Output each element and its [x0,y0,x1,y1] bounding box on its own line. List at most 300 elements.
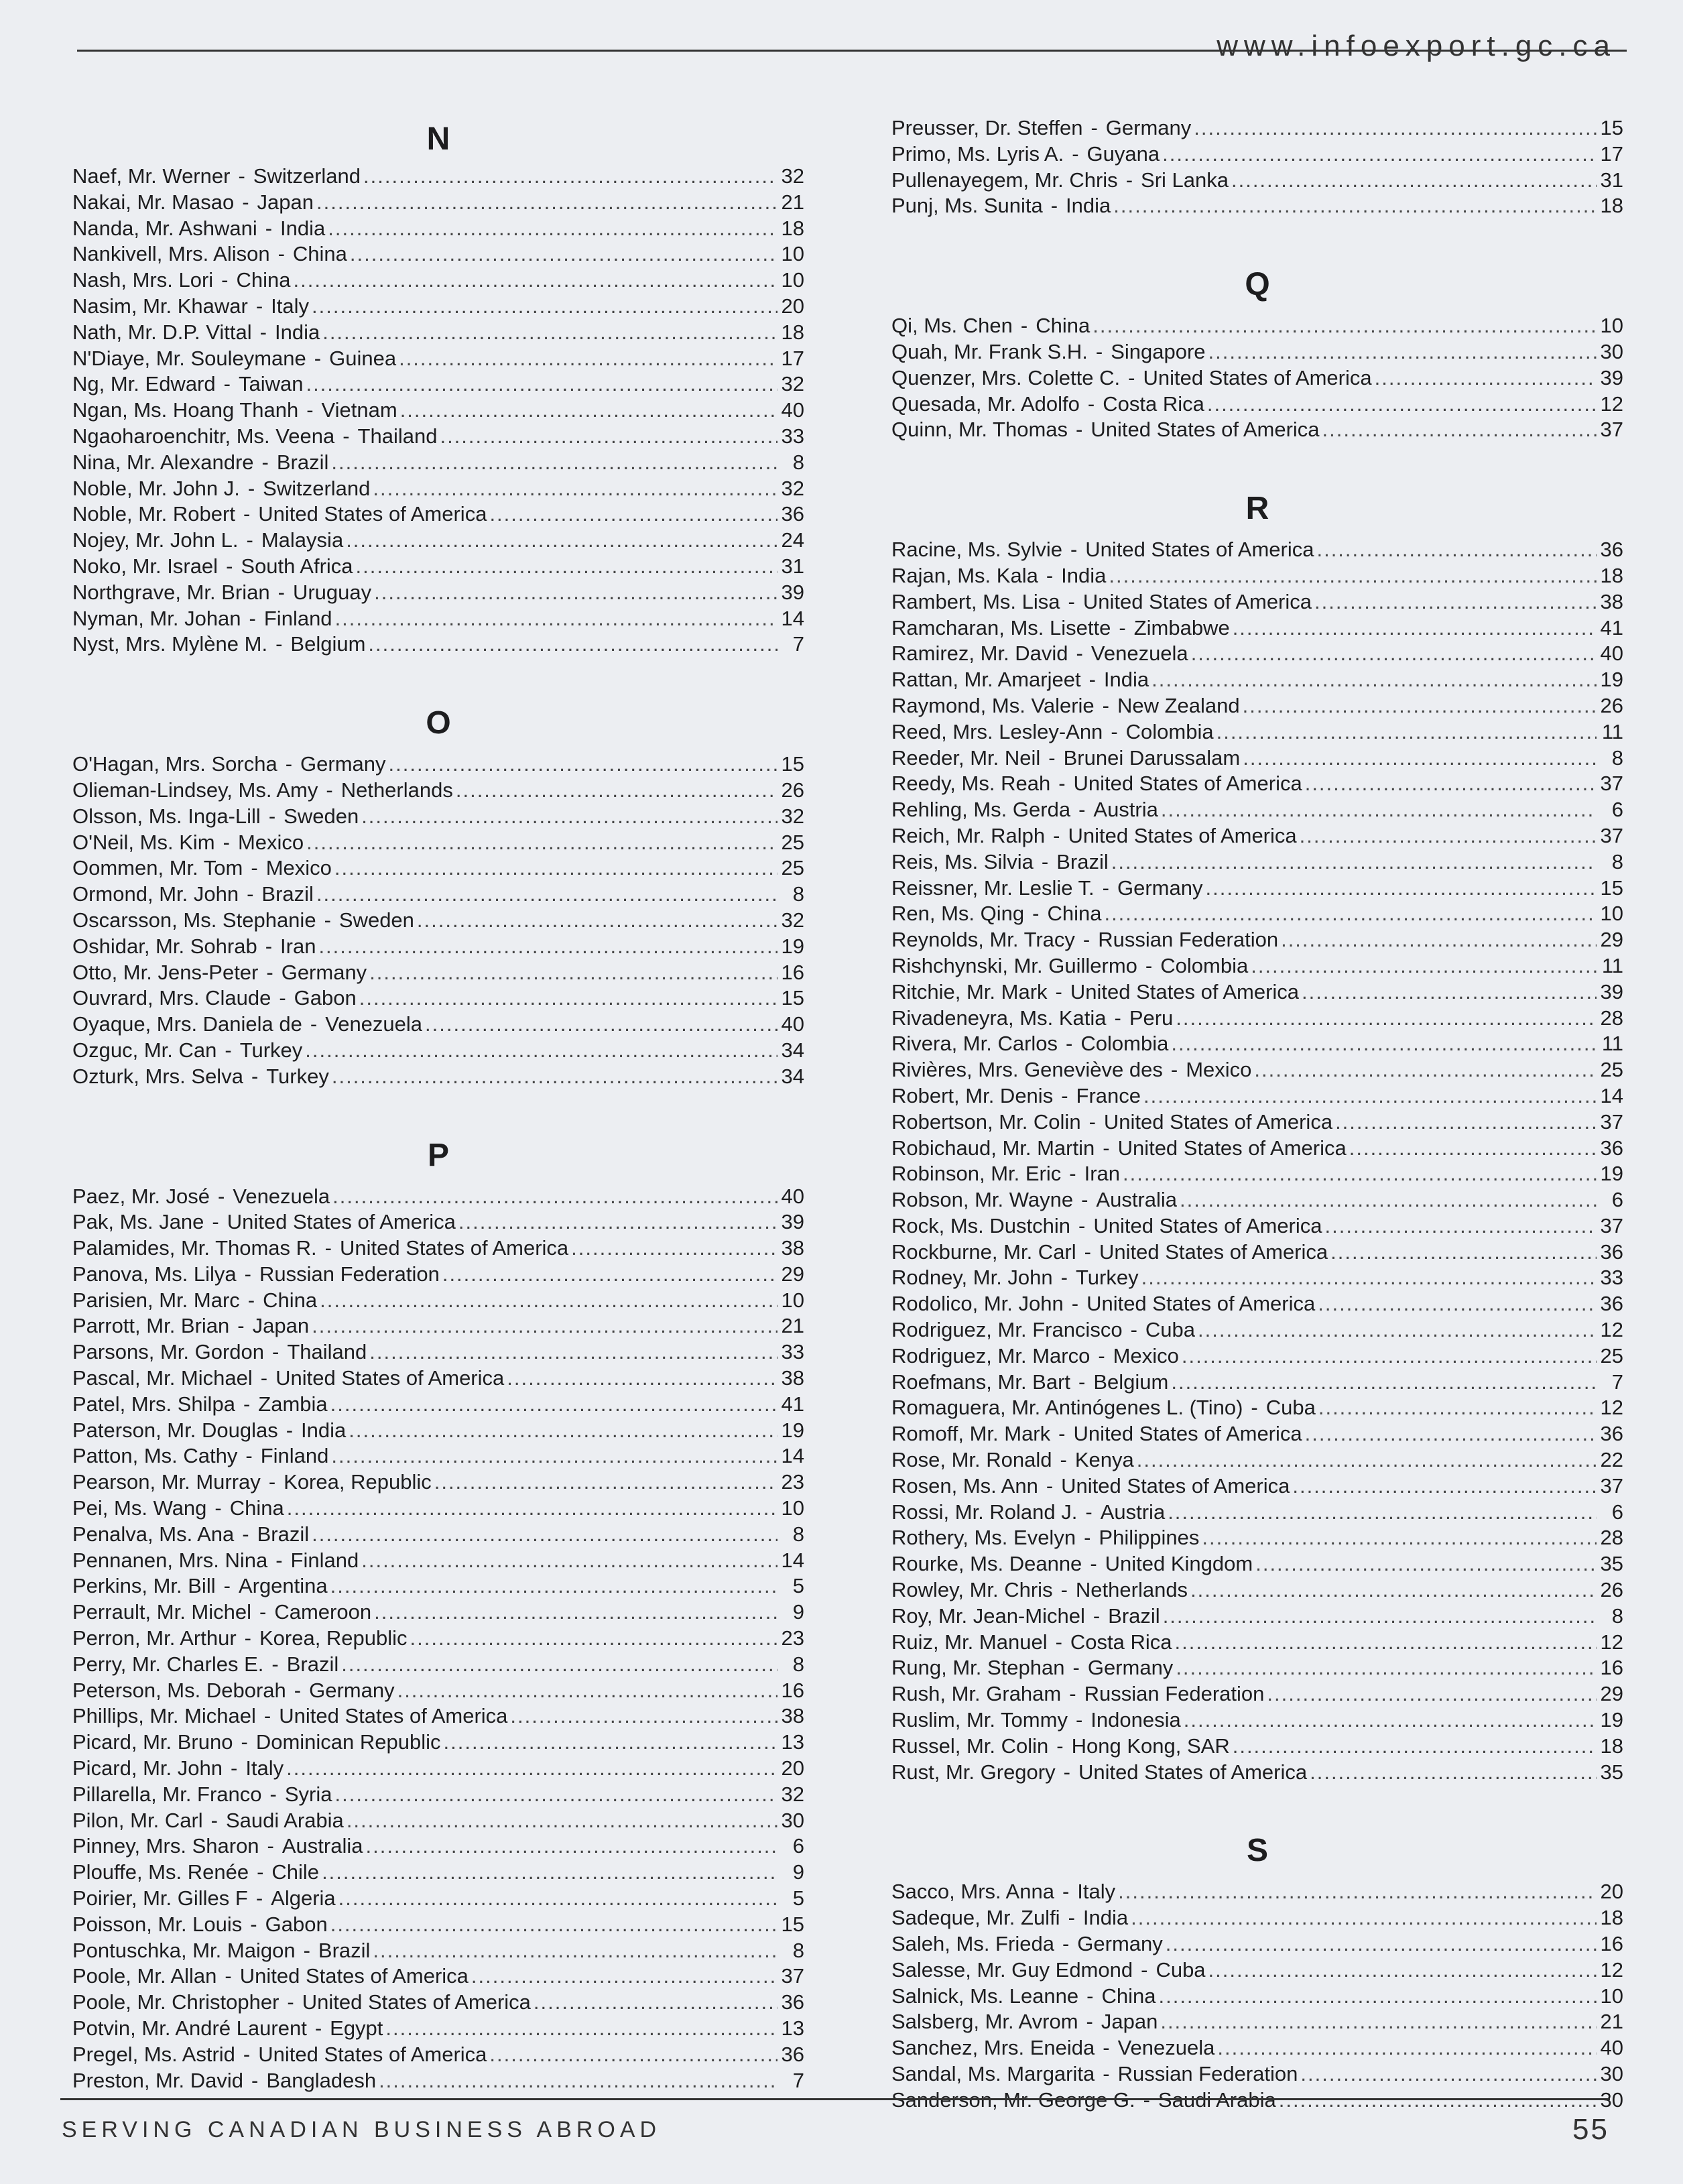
page-reference: 36 [1600,1422,1623,1446]
separator-dash: - [1046,1473,1054,1498]
country-name: Bangladesh [266,2068,377,2092]
country-name: Germany [281,960,367,984]
separator-dash: - [1063,1760,1070,1784]
country-name: Finland [290,1548,359,1572]
directory-entry [891,849,1623,875]
separator-dash: - [1078,1213,1086,1237]
contact-name: Sanchez, Mrs. Eneida [891,2036,1095,2060]
separator-dash: - [266,960,273,984]
entry-list-r [891,537,1623,1785]
directory-entry [72,1392,804,1418]
page-reference: 17 [1600,141,1623,166]
page-reference: 37 [1600,1213,1623,1237]
country-name: Iran [280,934,316,958]
page-reference: 26 [1600,693,1623,717]
separator-dash: - [285,752,293,776]
directory-entry [891,1343,1623,1370]
contact-name: Parrott, Mr. Brian [72,1314,230,1338]
dot-leader [434,1469,777,1496]
separator-dash: - [306,398,314,422]
country-name: Mexico [237,830,304,854]
country-name: Cuba [1265,1396,1316,1420]
dot-leader [1141,1265,1597,1291]
directory-entry [891,979,1623,1006]
dot-leader [458,1209,777,1235]
directory-entry [72,241,804,267]
country-name: Russian Federation [259,1262,440,1286]
dot-leader [1137,1447,1597,1473]
contact-name: Qi, Ms. Chen [891,314,1013,338]
page-reference: 21 [781,190,804,214]
dot-leader [1162,141,1597,168]
site-url: www.infoexport.gc.ca [1217,29,1616,62]
separator-dash: - [250,1912,257,1936]
directory-entry [891,1136,1623,1162]
dot-leader [361,804,777,830]
page-reference: 20 [781,1756,804,1780]
dot-leader [334,855,777,882]
separator-dash: - [1076,418,1083,442]
separator-dash: - [255,1886,263,1910]
contact-name: Preusser, Dr. Steffen [891,116,1083,139]
page-reference: 6 [1611,1188,1623,1212]
page-reference: 37 [1600,772,1623,796]
page-reference: 36 [781,1990,804,2014]
country-name: Cameroon [274,1600,372,1624]
contact-name: Rivières, Mrs. Geneviève des [891,1058,1163,1082]
entry-list-p-continued [891,115,1623,219]
separator-dash: - [324,908,331,932]
country-name: Korea, Republic [284,1470,432,1494]
country-name: Netherlands [1075,1578,1188,1602]
directory-entry [72,1496,804,1522]
dot-leader [286,1756,777,1782]
dot-leader [335,606,777,632]
dot-leader [1113,193,1597,219]
directory-entry [891,115,1623,141]
page-reference: 38 [1600,589,1623,613]
separator-dash: - [1090,1552,1097,1576]
directory-entry [891,365,1623,391]
page-reference: 39 [781,580,804,604]
page-reference: 15 [781,1912,804,1936]
contact-name: Reis, Ms. Silvia [891,849,1034,873]
directory-entry [891,1473,1623,1500]
contact-name: Punj, Ms. Sunita [891,194,1043,218]
separator-dash: - [1086,1984,1094,2008]
country-name: India [1066,194,1111,218]
page-reference: 32 [781,476,804,500]
contact-name: Rush, Mr. Graham [891,1682,1062,1706]
separator-dash: - [1128,365,1135,389]
separator-dash: - [1145,953,1153,977]
dot-leader [349,1418,777,1444]
separator-dash: - [1088,668,1096,692]
dot-leader [1279,2087,1597,2114]
page-reference: 38 [781,1236,804,1260]
page-reference: 31 [781,554,804,578]
contact-name: Rosen, Ms. Ann [891,1473,1038,1498]
contact-name: Rambert, Ms. Lisa [891,589,1060,613]
contact-name: Poirier, Mr. Gilles F [72,1886,248,1910]
dot-leader [1302,979,1597,1006]
contact-name: Robichaud, Mr. Martin [891,1136,1095,1160]
directory-entry [72,1548,804,1574]
contact-name: Patton, Ms. Cathy [72,1444,238,1468]
country-name: Zambia [258,1392,328,1416]
directory-entry [891,1577,1623,1603]
directory-entry [891,1421,1623,1447]
separator-dash: - [1060,1266,1068,1290]
contact-name: Nina, Mr. Alexandre [72,450,254,474]
page-reference: 37 [1600,1109,1623,1134]
country-name: Italy [245,1756,284,1780]
dot-leader [330,1912,777,1938]
country-name: Belgium [1093,1370,1169,1394]
directory-entry [72,1339,804,1366]
country-name: Austria [1100,1500,1166,1524]
dot-leader [1208,1957,1597,1984]
contact-name: Rung, Mr. Stephan [891,1656,1065,1680]
country-name: United States of America [1086,1292,1316,1316]
directory-entry [891,1370,1623,1396]
separator-dash: - [1103,2036,1110,2060]
directory-entry [72,2068,804,2094]
contact-name: Olieman-Lindsey, Ms. Amy [72,778,318,802]
separator-dash: - [1084,1526,1091,1550]
directory-entry [72,1209,804,1235]
dot-leader [440,424,777,450]
separator-dash: - [223,830,230,854]
page-reference: 30 [781,1808,804,1832]
separator-dash: - [223,1574,231,1598]
dot-leader [1190,1577,1597,1603]
country-name: Kenya [1074,1448,1134,1472]
separator-dash: - [1087,391,1095,416]
page-reference: 29 [781,1262,804,1286]
dot-leader [331,450,777,476]
separator-dash: - [1093,1603,1101,1628]
page-reference: 18 [1600,1906,1623,1930]
page-reference: 36 [1600,538,1623,562]
page-reference: 37 [1600,1473,1623,1498]
page-reference: 12 [1600,1630,1623,1654]
contact-name: Ormond, Mr. John [72,882,239,906]
dot-leader [335,1782,778,1808]
directory-entry [891,1109,1623,1136]
dot-leader [359,985,777,1012]
dot-leader [385,2016,777,2042]
separator-dash: - [265,216,273,240]
country-name: United States of America [1078,1760,1308,1784]
contact-name: Rothery, Ms. Evelyn [891,1526,1076,1550]
directory-entry [72,190,804,216]
dot-leader [444,1730,778,1756]
directory-entry [891,1006,1623,1032]
directory-entry [891,1551,1623,1577]
separator-dash: - [342,424,350,448]
directory-entry [72,1573,804,1599]
dot-leader [379,2068,777,2094]
separator-dash: - [314,346,322,370]
contact-name: Reynolds, Mr. Tracy [891,928,1075,952]
separator-dash: - [272,1340,279,1364]
country-name: France [1076,1083,1141,1107]
contact-name: Noble, Mr. John J. [72,476,240,500]
page-reference: 10 [781,1496,804,1520]
directory-entry [72,1522,804,1548]
dot-leader [374,1599,777,1626]
contact-name: Otto, Mr. Jens-Peter [72,960,259,984]
page-reference: 7 [1611,1370,1623,1394]
contact-name: Poole, Mr. Christopher [72,1990,279,2014]
page-reference: 18 [1600,194,1623,218]
page-reference: 34 [781,1038,804,1062]
country-name: Germany [1087,1656,1174,1680]
contact-name: Preston, Mr. David [72,2068,243,2092]
page-reference: 19 [1600,1162,1623,1186]
contact-name: Saleh, Ms. Frieda [891,1932,1054,1956]
contact-name: Pei, Ms. Wang [72,1496,207,1520]
dot-leader [312,294,777,320]
separator-dash: - [268,804,276,828]
country-name: China [229,1496,284,1520]
contact-name: Salnick, Ms. Leanne [891,1984,1079,2008]
separator-dash: - [260,1366,268,1390]
separator-dash: - [237,1314,245,1338]
directory-entry [891,2035,1623,2061]
country-name: Belgium [290,632,366,656]
country-name: United States of America [258,502,487,526]
country-name: Indonesia [1090,1708,1181,1732]
separator-dash: - [238,164,245,188]
page-reference: 41 [781,1392,804,1416]
page-reference: 32 [781,1782,804,1806]
separator-dash: - [310,1012,318,1036]
separator-dash: - [326,778,333,802]
dot-leader [1131,1905,1597,1931]
contact-name: Pregel, Ms. Astrid [72,2042,235,2066]
contact-name: Robert, Mr. Denis [891,1083,1054,1107]
page-reference: 10 [781,1288,804,1312]
contact-name: Russel, Mr. Colin [891,1734,1049,1758]
country-name: Venezuela [325,1012,423,1036]
separator-dash: - [267,1834,274,1858]
directory-entry [72,267,804,294]
contact-name: Nakai, Mr. Masao [72,190,235,214]
directory-entry [72,631,804,658]
directory-entry [72,934,804,960]
contact-name: Salesse, Mr. Guy Edmond [891,1957,1133,1982]
separator-dash: - [246,528,253,552]
country-name: Italy [271,294,310,318]
dot-leader [1171,1031,1597,1057]
contact-name: Ngaoharoenchitr, Ms. Veena [72,424,335,448]
directory-entry [72,1912,804,1938]
dot-leader [1109,563,1597,589]
contact-name: O'Neil, Ms. Kim [72,830,215,854]
directory-entry [72,1262,804,1288]
contact-name: O'Hagan, Mrs. Sorcha [72,752,277,776]
contact-name: Pascal, Mr. Michael [72,1366,253,1390]
contact-name: Reedy, Ms. Reah [891,772,1051,796]
page-reference: 40 [781,1184,804,1208]
contact-name: Perron, Mr. Arthur [72,1626,237,1650]
dot-leader [410,1626,777,1652]
separator-dash: - [269,1782,277,1806]
page-reference: 20 [781,294,804,318]
page-reference: 11 [1601,1032,1623,1056]
contact-name: Quesada, Mr. Adolfo [891,391,1080,416]
dot-leader [305,1038,777,1064]
country-name: China [1101,1984,1156,2008]
country-name: Malaysia [261,528,344,552]
directory-entry [891,1291,1623,1317]
page-reference: 19 [781,1418,804,1442]
country-name: United States of America [1082,589,1312,613]
separator-dash: - [1041,849,1049,873]
dot-leader [1176,1655,1597,1681]
country-name: India [301,1418,347,1442]
directory-entry [72,1599,804,1626]
directory-entry [891,953,1623,979]
dot-leader [373,476,777,502]
separator-dash: - [1060,1448,1067,1472]
page-reference: 30 [1600,2062,1623,2085]
directory-entry [72,908,804,934]
country-name: Cuba [1156,1957,1206,1982]
contact-name: Racine, Ms. Sylvie [891,538,1062,562]
page-reference: 37 [1600,823,1623,847]
separator-dash: - [242,190,249,214]
directory-entry [72,778,804,804]
separator-dash: - [286,1418,294,1442]
separator-dash: - [1114,1006,1121,1030]
contact-name: Ramcharan, Ms. Lisette [891,615,1111,640]
directory-entry [891,1603,1623,1630]
page-reference: 13 [781,1730,804,1754]
separator-dash: - [247,476,255,500]
page-reference: 5 [792,1574,804,1598]
country-name: Peru [1129,1006,1174,1030]
directory-entry [891,693,1623,719]
country-name: Brazil [1056,849,1109,873]
dot-leader [1168,1500,1597,1526]
contact-name: Rust, Mr. Gregory [891,1760,1056,1784]
dot-leader [369,1339,777,1366]
country-name: Dominican Republic [255,1730,441,1754]
dot-leader [322,320,777,346]
country-name: United States of America [227,1210,456,1234]
separator-dash: - [1069,1162,1076,1186]
directory-entry [891,1879,1623,1905]
page-reference: 32 [781,164,804,188]
separator-dash: - [247,1288,255,1312]
page-reference: 35 [1600,1760,1623,1784]
dot-leader [306,371,777,398]
country-name: Germany [309,1678,395,1702]
page-reference: 30 [1600,2087,1623,2112]
page-reference: 15 [781,752,804,776]
country-name: Syria [284,1782,332,1806]
contact-name: Plouffe, Ms. Renée [72,1860,249,1884]
separator-dash: - [1068,1906,1075,1930]
directory-entry [72,1064,804,1090]
page-reference: 25 [781,856,804,880]
separator-dash: - [1170,1058,1178,1082]
dot-leader [425,1012,777,1038]
directory-entry [891,667,1623,693]
separator-dash: - [1072,141,1079,166]
dot-leader [471,1963,777,1990]
contact-name: Sadeque, Mr. Zulfi [891,1906,1060,1930]
directory-entry [891,1317,1623,1343]
separator-dash: - [1076,642,1083,666]
separator-dash: - [1070,538,1078,562]
contact-name: Pullenayegem, Mr. Chris [891,168,1118,192]
dot-leader [397,1678,777,1704]
page-reference: 40 [1600,642,1623,666]
separator-dash: - [268,1470,276,1494]
contact-name: Paterson, Mr. Douglas [72,1418,278,1442]
dot-leader [1318,1291,1597,1317]
country-name: New Zealand [1117,693,1240,717]
directory-entry [891,1057,1623,1083]
dot-leader [571,1235,777,1262]
page-reference: 40 [781,1012,804,1036]
directory-entry [72,1235,804,1262]
contact-name: Noko, Mr. Israel [72,554,219,578]
separator-dash: - [244,1626,251,1650]
contact-name: Rodney, Mr. John [891,1266,1053,1290]
directory-entry [72,855,804,882]
directory-entry [72,2016,804,2042]
separator-dash: - [1032,902,1040,926]
dot-leader [356,554,777,580]
country-name: Colombia [1160,953,1249,977]
dot-leader [1191,641,1597,667]
dot-leader [1281,927,1597,953]
entry-list-s [891,1879,1623,2113]
dot-leader [1207,391,1597,418]
contact-name: Reich, Mr. Ralph [891,823,1046,847]
page-reference: 9 [792,1600,804,1624]
separator-dash: - [1081,1188,1088,1212]
page-reference: 28 [1600,1006,1623,1030]
section-spacer [891,219,1623,257]
page-reference: 36 [781,2042,804,2066]
dot-leader [1310,1760,1597,1786]
country-name: Guinea [329,346,397,370]
contact-name: Rose, Mr. Ronald [891,1448,1052,1472]
directory-entry [72,606,804,632]
separator-dash: - [1119,615,1126,640]
separator-dash: - [1103,1136,1110,1160]
directory-entry [72,216,804,242]
country-name: Saudi Arabia [226,1808,344,1832]
page-reference: 19 [1600,1708,1623,1732]
section-heading-p: P [427,1137,449,1173]
dot-leader [1314,589,1597,615]
contact-name: Nyst, Mrs. Mylène M. [72,632,268,656]
dot-leader [1182,1343,1597,1370]
page-reference: 8 [1611,849,1623,873]
page-reference: 16 [1600,1656,1623,1680]
directory-entry [891,141,1623,168]
page-reference: 11 [1601,953,1623,977]
page-reference: 18 [781,216,804,240]
separator-dash: - [265,934,273,958]
